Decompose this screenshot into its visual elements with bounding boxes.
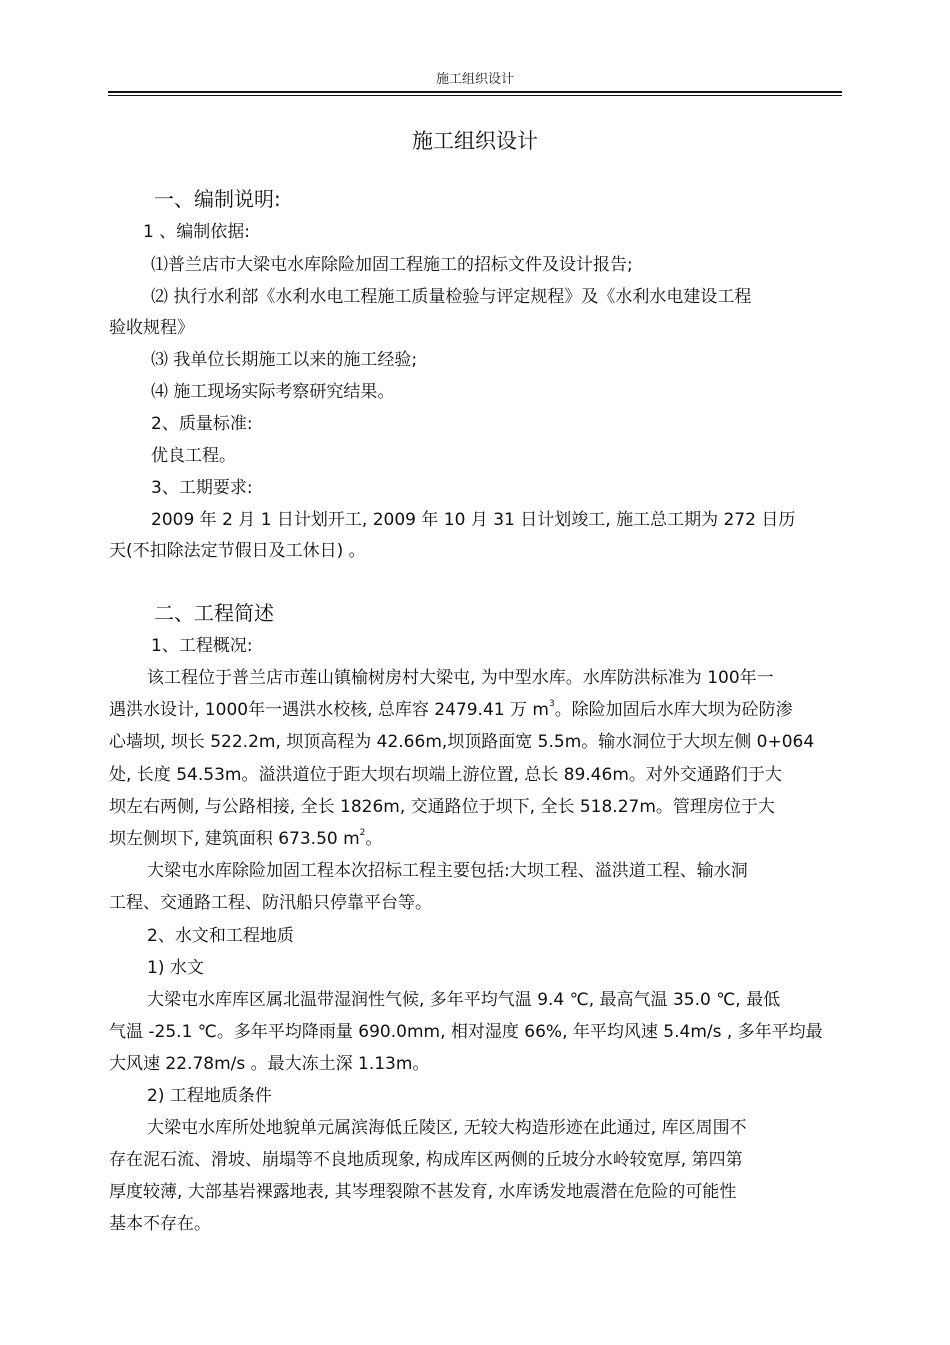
geology-line-2: 存在泥石流、滑坡、崩塌等不良地质现象, 构成库区两侧的丘坡分水岭较宽厚, 第四第 [109,1150,743,1170]
document-title: 施工组织设计 [412,129,538,153]
overview-line-4: 处, 长度 54.53m。溢洪道位于距大坝右坝端上游位置, 总长 89.46m。对外交通路们于大 [109,765,782,785]
geology-line-1: 大梁屯水库所处地貌单元属滨海低丘陵区, 无较大构造形迹在此通过, 库区周围不 [147,1118,747,1138]
basis-item-3: ⑶ 我单位长期施工以来的施工经验; [151,350,418,370]
hydro-title: 1) 水文 [147,958,204,978]
overview-line-6-tail: 。 [365,829,383,849]
running-header: 施工组织设计 [435,72,514,87]
subheading-hydro-geo: 2、水文和工程地质 [147,926,294,946]
scope-line-1: 大梁屯水库除险加固工程本次招标工程主要包括:大坝工程、溢洪道工程、输水洞 [147,861,748,881]
superscript-2: 2 [359,828,366,838]
basis-item-4: ⑷ 施工现场实际考察研究结果。 [151,382,395,402]
overview-line-2 [109,699,793,721]
overview-line-3: 心墙坝, 坝长 522.2m, 坝顶高程为 42.66m,坝顶路面宽 5.5m。输水洞位于大坝左侧 0+064 [109,732,815,752]
schedule-line-1: 2009 年 2 月 1 日计划开工, 2009 年 10 月 31 日计划竣工, 施工总工期为 272 日历 [151,510,796,530]
overview-line-2-tail: 。除险加固后水库大坝为砼防渗 [554,700,793,720]
section-heading-1: 一、编制说明: [154,187,281,211]
section-heading-2: 二、工程简述 [154,601,274,625]
overview-line-1: 该工程位于普兰店市莲山镇榆树房村大梁屯, 为中型水库。水库防洪标准为 100年一 [147,668,774,688]
subheading-quality: 2、质量标准: [151,414,253,434]
header-rule-thin [108,95,842,96]
geology-line-3: 厚度较薄, 大部基岩裸露地表, 其岑理裂隙不甚发育, 水库诱发地震潜在危险的可能性 [109,1182,737,1202]
header-rule-thick [108,91,842,93]
hydro-line-3: 大风速 22.78m/s 。最大冻土深 1.13m。 [109,1054,430,1074]
geology-line-4: 基本不存在。 [109,1214,211,1234]
overview-line-2-text: 遇洪水设计, 1000年一遇洪水校核, 总库容 2479.41 万 m [109,700,549,720]
basis-item-2-cont: 验收规程》 [109,318,194,338]
overview-line-6 [109,828,382,850]
hydro-line-2: 气温 -25.1 ℃。多年平均降雨量 690.0mm, 相对湿度 66%, 年平均风速 5.4m/s , 多年平均最 [109,1022,823,1042]
overview-line-5: 坝左右两侧, 与公路相接, 全长 1826m, 交通路位于坝下, 全长 518.27m。管理房位于大 [109,797,775,817]
quality-text: 优良工程。 [151,446,236,466]
scope-line-2: 工程、交通路工程、防汛船只停靠平台等。 [109,893,432,913]
superscript-3: 3 [548,699,555,709]
subheading-overview: 1、工程概况: [151,636,253,656]
overview-line-6-text: 坝左侧坝下, 建筑面积 673.50 m [109,829,360,849]
basis-item-2: ⑵ 执行水利部《水利水电工程施工质量检验与评定规程》及《水利水电建设工程 [151,287,752,307]
subheading-basis: 1 、编制依据: [143,222,250,242]
geology-title: 2) 工程地质条件 [147,1086,272,1106]
schedule-line-2: 天(不扣除法定节假日及工休日) 。 [109,541,366,561]
hydro-line-1: 大梁屯水库库区属北温带湿润性气候, 多年平均气温 9.4 ℃, 最高气温 35.0 ℃, 最低 [147,990,781,1010]
basis-item-1: ⑴普兰店市大梁屯水库除险加固工程施工的招标文件及设计报告; [151,255,633,275]
subheading-schedule: 3、工期要求: [151,478,253,498]
